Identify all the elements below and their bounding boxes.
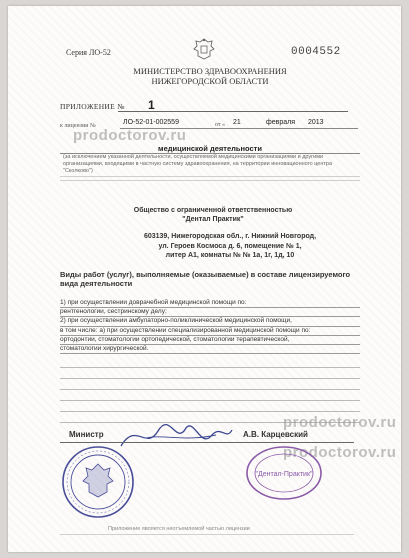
license-day: 21: [233, 119, 241, 126]
blank-line: [60, 368, 360, 379]
license-date-label: от «: [215, 122, 226, 128]
license-year: 2013: [308, 119, 324, 126]
license-appendix-page: [8, 6, 401, 552]
address-line-3: литер А1, комнаты № № 1а, 1г, 1д, 10: [165, 252, 295, 259]
watermark: prodoctorov.ru: [73, 127, 187, 144]
blank-line: [60, 401, 360, 412]
works-line: стоматологии хирургической.: [60, 345, 360, 354]
blank-line: [60, 379, 360, 390]
appendix-number: 1: [148, 98, 155, 112]
signatory-position: Министр: [69, 430, 104, 439]
organization-name: [68, 206, 358, 224]
works-line: 1) при осуществлении доврачебной медицинской помощи по:: [60, 299, 360, 308]
company-oval-stamp-icon: [244, 444, 324, 502]
works-line: 2) при осуществлении амбулаторно-поликлинической медицинской помощи,: [60, 317, 360, 326]
works-line: ортодонтии, стоматологии ортопедической, стоматологии терапевтической,: [60, 336, 360, 345]
license-number: ЛО-52-01-002559: [123, 119, 179, 126]
form-number: 0004552: [291, 46, 341, 58]
appendix-underline: [118, 111, 348, 112]
blank-line: [60, 357, 360, 368]
works-line: в том числе: а) при осуществлении специализированной медицинской помощи по:: [60, 327, 360, 336]
coat-of-arms-icon: [191, 36, 217, 62]
ministry-line-2: НИЖЕГОРОДСКОЙ ОБЛАСТИ: [151, 76, 269, 86]
footer-note: Приложение является неотъемлемой частью лицензии: [108, 526, 250, 532]
oval-stamp-text: "Дентал-Практик": [255, 471, 313, 478]
watermark: prodoctorov.ru: [283, 414, 397, 431]
license-label: к лицензии №: [60, 123, 96, 129]
faint-printed-lines: [60, 176, 360, 190]
signatory-name: А.В. Карцевский: [243, 430, 308, 439]
signature-underline: [60, 442, 354, 443]
blank-line: [60, 390, 360, 401]
works-list: [60, 299, 360, 354]
activity-note: (за исключением указанной деятельности, осуществляемой медицинскими организациями и другими организациями, входящими в частную систему здравоохранения, на территории инновационного центра "Сколково"): [63, 154, 333, 174]
appendix-label: ПРИЛОЖЕНИЕ №: [60, 102, 125, 111]
address-line-2: ул. Героев Космоса д. 6, помещение № 1,: [158, 242, 302, 250]
ministry-title: [68, 66, 352, 86]
works-heading: Виды работ (услуг), выполняемые (оказываемые) в составе лицензируемого вида деятельности: [60, 270, 351, 288]
address-line-1: 603139, Нижегородская обл., г. Нижний Новгород,: [143, 233, 317, 240]
organization-line-2: "Дентал Практик": [182, 216, 244, 223]
footer-underline: [60, 534, 354, 535]
official-round-stamp-icon: [60, 444, 136, 520]
faint-line: [60, 180, 360, 181]
activity-title: медицинской деятельности: [158, 144, 262, 153]
works-line: рентгенологии, сестринскому делу;: [60, 308, 360, 317]
series-label: Серия ЛО-52: [66, 48, 111, 57]
organization-line-1: Общество с ограниченной ответственностью: [133, 207, 293, 214]
organization-address: [108, 232, 352, 261]
ministry-line-1: МИНИСТЕРСТВО ЗДРАВООХРАНЕНИЯ: [133, 66, 287, 76]
license-month: февраля: [266, 119, 296, 126]
faint-line: [60, 176, 360, 177]
watermark: prodoctorov.ru: [283, 444, 397, 461]
